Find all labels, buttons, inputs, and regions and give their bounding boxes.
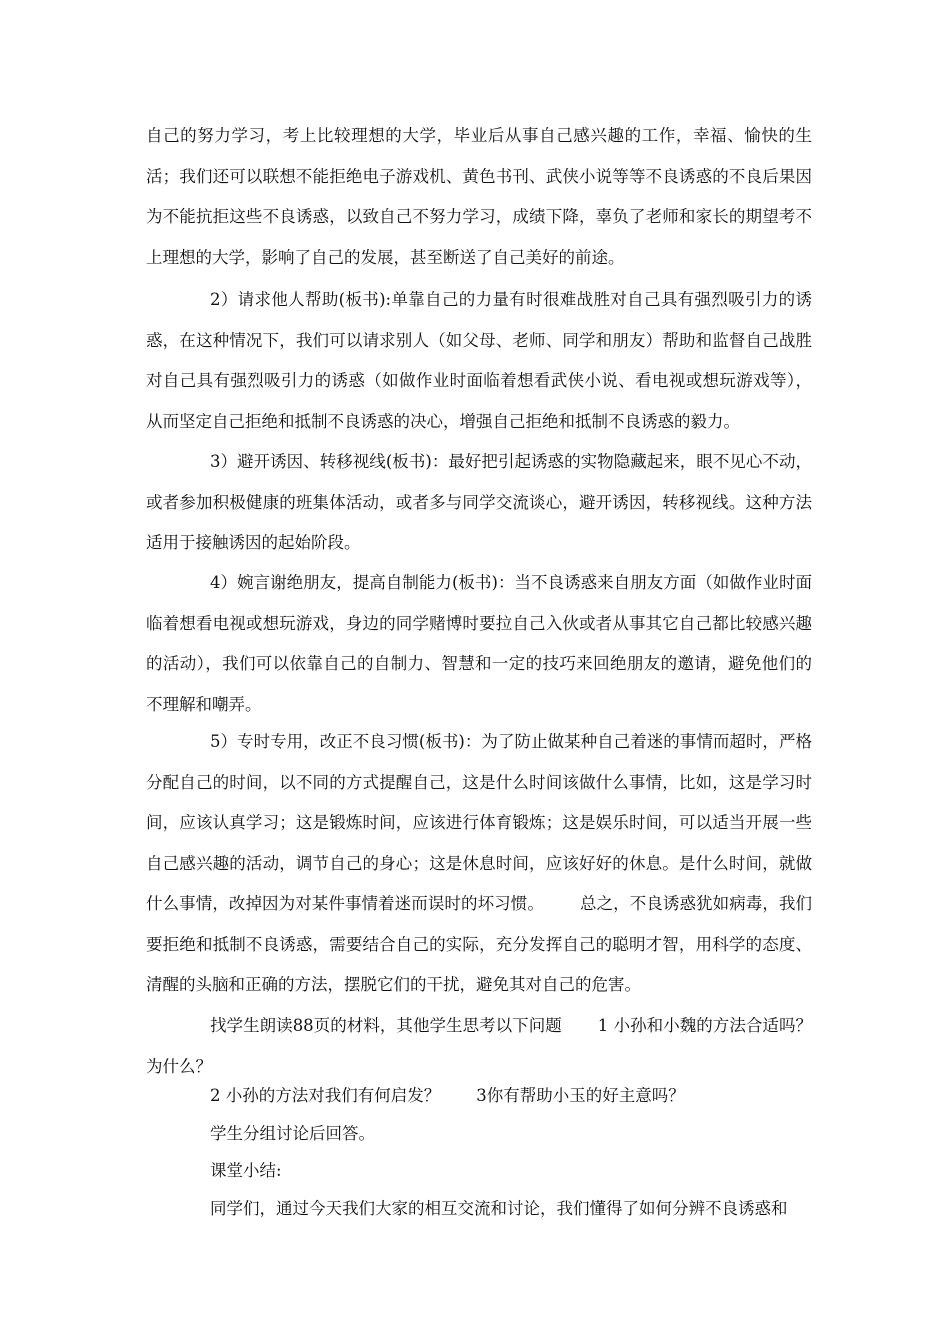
paragraph-time-management-text: 5）专时专用，改正不良习惯(板书)：为了防止做某种自己着迷的事情而超时，严格分配自己的时间，以不同的方式提醒自己，这是什么时间该做什么事情，比如，这是学习时间，应该认真学习；这是锻炼时间，应该进行体育锻炼；这是娱乐时间，可以适当开展一些自己感兴趣的活动，调节自己的身心；这是休息时间，应该好好的休息。是什么时间，就做什么事情，改掉因为对某件事情着迷而误时的坏习惯。 [146, 732, 812, 913]
paragraph-ask-for-help: 2）请求他人帮助(板书):单靠自己的力量有时很难战胜对自己具有强烈吸引力的诱惑，在这种情况下，我们可以请求别人（如父母、老师、同学和朋友）帮助和监督自己战胜对自己具有强烈吸引力的诱惑（如做作业时面临着想看武侠小说、看电视或想玩游戏等），从而坚定自己拒绝和抵制不良诱惑的决心，增强自己拒绝和抵制不良诱惑的毅力。 [146, 290, 812, 431]
paragraph-reading-task [146, 1006, 812, 1087]
question-3: 3你有帮助小玉的好主意吗？ [476, 1086, 685, 1105]
paragraph-avoid-triggers: 3）避开诱因、转移视线(板书)：最好把引起诱惑的实物隐藏起来，眼不见心不动，或者参加积极健康的班集体活动，或者多与同学交流谈心，避开诱因，转移视线。这种方法适用于接触诱因的起始阶段。 [146, 452, 812, 552]
summary-heading: 课堂小结: [210, 1161, 282, 1180]
paragraph-consequences: 自己的努力学习，考上比较理想的大学，毕业后从事自己感兴趣的工作，幸福、愉快的生活；我们还可以联想不能拒绝电子游戏机、黄色书刊、武侠小说等等不良诱惑的不良后果因为不能抗拒这些不良诱惑，以致自己不努力学习，成绩下降，辜负了老师和家长的期望考不上理想的大学，影响了自己的发展，甚至断送了自己美好的前途。 [146, 126, 812, 267]
paragraph-conclusion-text: 总之，不良诱惑犹如病毒，我们要拒绝和抵制不良诱惑，需要结合自己的实际，充分发挥自己的聪明才智，用科学的态度、清醒的头脑和正确的方法，摆脱它们的干扰，避免其对自己的危害。 [146, 894, 813, 994]
questions-line [210, 1084, 685, 1108]
reading-task-text: 找学生朗读88页的材料，其他学生思考以下问题 [210, 1016, 562, 1035]
paragraph-time-management [146, 722, 812, 1006]
discussion-line: 学生分组讨论后回答。 [210, 1124, 375, 1143]
question-2: 2 小孙的方法对我们有何启发？ [210, 1086, 441, 1105]
summary-text: 同学们，通过今天我们大家的相互交流和讨论，我们懂得了如何分辨不良诱惑和 [210, 1199, 788, 1218]
paragraph-decline-friends: 4）婉言谢绝朋友，提高自制能力(板书)：当不良诱惑来自朋友方面（如做作业时面临着想看电视或想玩游戏，身边的同学赌博时要拉自己入伙或者从事其它自己都比较感兴趣的活动），我们可以依靠自己的自制力、智慧和一定的技巧来回绝朋友的邀请，避免他们的不理解和嘲弄。 [146, 573, 812, 714]
question-1: 1 小孙和小魏的方法合适吗？为什么？ [146, 1016, 812, 1076]
